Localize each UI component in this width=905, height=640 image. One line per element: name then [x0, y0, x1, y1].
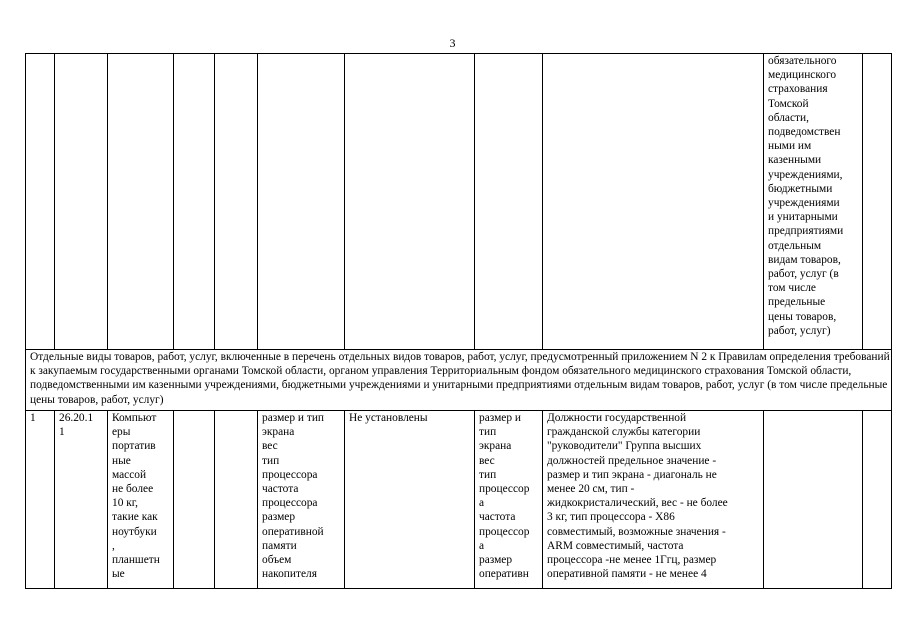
characteristics-list-2: размер и тип экрана вес тип процессор а частота процессор а размер оперативн — [475, 411, 543, 589]
header-continuation-row — [26, 54, 892, 350]
empty-cell — [764, 411, 863, 589]
header-cell — [475, 54, 543, 350]
header-cell — [26, 54, 55, 350]
empty-cell — [174, 411, 215, 589]
header-cell — [863, 54, 892, 350]
header-cell — [215, 54, 258, 350]
header-cell — [543, 54, 764, 350]
header-cell — [174, 54, 215, 350]
empty-cell — [215, 411, 258, 589]
table-row — [26, 411, 892, 589]
okpd-code: 26.20.1 1 — [55, 411, 108, 589]
row-number: 1 — [26, 411, 55, 589]
header-cell — [108, 54, 174, 350]
characteristics-list: размер и тип экрана вес тип процессора частота процессора размер оперативной памяти объем накопителя — [258, 411, 345, 589]
page-number: 3 — [449, 36, 456, 50]
characteristics-value: Не установлены — [345, 411, 475, 589]
product-name: Компьют еры портатив ные массой не более 10 кг, такие как ноутбуки , планшетн ые — [108, 411, 174, 589]
section-row — [26, 350, 892, 411]
requirements-table — [25, 53, 892, 589]
header-cell-approved-requirements: обязательного медицинского страхования Томской области, подведомствен ными им казенными учреждениями, бюджетными учреждениями и унитарными предприятиями отдельным видам товаров, работ, услуг (в том числе предельные цены товаров, работ, услуг) — [764, 54, 863, 350]
header-cell — [258, 54, 345, 350]
section-heading: Отдельные виды товаров, работ, услуг, включенные в перечень отдельных видов товаров, работ, услуг, предусмотренный приложением N 2 к Правилам определения требований к закупаемым государственными органами Томской области, органом управления Территориальным фондом обязательного медицинского страхования Томской области, подведомственными им казенными учреждениями, бюджетными учреждениями и унитарными предприятиями отдельным видам товаров, работ, услуг (в том числе предельные цены товаров, работ, услуг) — [26, 350, 892, 411]
characteristics-values: Должности государственной гражданской службы категории "руководители" Группа высших должностей предельное значение - размер и тип экрана - диагональ не менее 20 см, тип - жидкокристалический, вес - не более 3 кг, тип процессора - X86 совместимый, возможные значения - ARM совместимый, частота процессора -не менее 1Ггц, размер оперативной памяти - не менее 4 — [543, 411, 764, 589]
header-cell — [345, 54, 475, 350]
empty-cell — [863, 411, 892, 589]
header-cell — [55, 54, 108, 350]
